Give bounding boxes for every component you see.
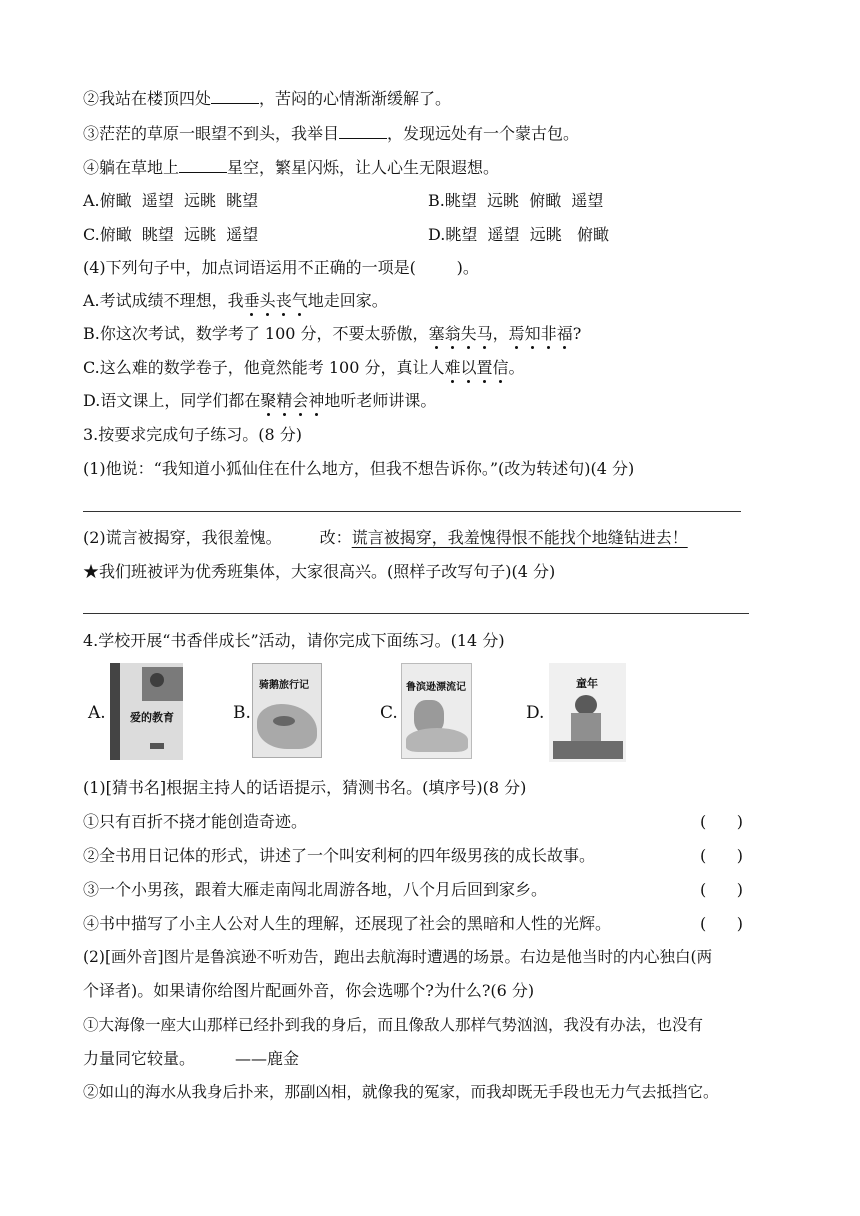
- choice-d[interactable]: [83, 390, 436, 412]
- sentence-2: [83, 88, 451, 110]
- guess-2: ②全书用日记体的形式，讲述了一个叫安利柯的四年级男孩的成长故事。: [83, 846, 596, 865]
- sentence-text: ③茫茫的草原一眼望不到头，我举目: [83, 124, 340, 143]
- sentence-text: ④躺在草地上: [83, 158, 180, 177]
- quote-1-line-2: [83, 1048, 299, 1070]
- question-4-part-2-line-2: 个译者)。如果请你给图片配画外音，你会选哪个?为什么?(6 分): [83, 981, 535, 1000]
- choice-text: B.你这次考试，数学考了 100 分，不要太骄傲，: [83, 324, 429, 343]
- choice-text: D.语文课上，同学们都在: [83, 391, 261, 410]
- choice-c[interactable]: [83, 357, 525, 379]
- answer-paren[interactable]: ( ): [700, 846, 743, 865]
- fill-blank[interactable]: [339, 123, 387, 139]
- book-cover-goose-journey-icon: [252, 663, 322, 758]
- answer-paren[interactable]: ( ): [700, 914, 743, 933]
- question-4-title: 4.学校开展“书香伴成长”活动，请你完成下面练习。(14 分): [83, 631, 505, 650]
- dotted-phrase: 塞翁失马，焉知非福: [428, 324, 573, 343]
- question-2-4-stem: (4)下列句子中，加点词语运用不正确的一项是( )。: [83, 258, 479, 277]
- question-4-part-2-line-1: (2)[画外音]图片是鲁滨逊不听劝告，跑出去航海时遭遇的场景。右边是他当时的内心独白(两: [83, 948, 713, 966]
- fill-blank[interactable]: [211, 88, 259, 104]
- example-sentence: (2)谎言被揭穿，我很羞愧。: [83, 528, 282, 547]
- sentence-text: ，发现远处有一个蒙古包。: [387, 124, 580, 143]
- book-title: 童年: [576, 677, 598, 690]
- book-label-d: D.: [526, 703, 545, 723]
- question-4-part-1: (1)[猜书名]根据主持人的话语提示，猜测书名。(填序号)(8 分): [83, 778, 527, 797]
- question-3-part-1: (1)他说：“我知道小狐仙住在什么地方，但我不想告诉你。”(改为转述句)(4 分): [83, 459, 635, 478]
- sentence-text: 星空，繁星闪烁，让人心生无限遐想。: [227, 158, 500, 177]
- dotted-phrase: 难以置信: [444, 358, 509, 377]
- guess-1: ①只有百折不挠才能创造奇迹。: [83, 812, 308, 831]
- question-3-title: 3.按要求完成句子练习。(8 分): [83, 425, 303, 444]
- question-3-part-2-example: [83, 527, 688, 549]
- sentence-3: [83, 123, 579, 145]
- quote-text: 力量同它较量。: [83, 1049, 196, 1068]
- quote-author: ——鹿金: [235, 1049, 300, 1068]
- dotted-phrase: 聚精会神: [260, 391, 325, 410]
- quote-1-line-1: ①大海像一座大山那样已经扑到我的身后，而且像敌人那样气势汹汹，我没有办法，也没有: [83, 1016, 704, 1034]
- book-label-b: B.: [233, 703, 251, 723]
- sentence-text: ②我站在楼顶四处: [83, 89, 212, 108]
- dotted-phrase: 垂头丧气: [243, 291, 308, 310]
- change-label: 改：: [319, 528, 352, 547]
- quote-2: ②如山的海水从我身后扑来，那副凶相，就像我的冤家，而我却既无手段也无力气去抵挡它。: [83, 1083, 719, 1101]
- choice-text: 地听老师讲课。: [324, 391, 437, 410]
- book-cover-childhood-icon: [549, 663, 626, 762]
- answer-paren[interactable]: ( ): [700, 812, 743, 831]
- book-title: 鲁滨逊漂流记: [406, 682, 466, 693]
- choice-text: 。: [508, 358, 525, 377]
- book-cover-robinson-icon: [401, 663, 472, 759]
- option-c[interactable]: C.俯瞰 眺望 远眺 遥望: [83, 225, 259, 244]
- book-title: 骑鹅旅行记: [259, 680, 309, 691]
- fill-blank[interactable]: [179, 157, 227, 173]
- sentence-text: ，苦闷的心情渐渐缓解了。: [259, 89, 452, 108]
- guess-3: ③一个小男孩，跟着大雁走南闯北周游各地，八个月后回到家乡。: [83, 880, 548, 899]
- answer-line[interactable]: [83, 613, 749, 614]
- choice-text: C.这么难的数学卷子，他竟然能考 100 分，真让人: [83, 358, 445, 377]
- book-label-a: A.: [88, 703, 106, 723]
- changed-sentence: 谎言被揭穿，我羞愧得恨不能找个地缝钻进去！: [351, 528, 688, 547]
- book-cover-love-education-icon: [110, 663, 183, 760]
- choice-b[interactable]: [83, 323, 581, 345]
- option-d[interactable]: D.眺望 遥望 远眺 俯瞰: [428, 225, 609, 244]
- option-a[interactable]: A.俯瞰 遥望 远眺 眺望: [83, 191, 259, 210]
- option-b[interactable]: B.眺望 远眺 俯瞰 遥望: [428, 191, 604, 210]
- sentence-4: [83, 157, 499, 179]
- guess-4: ④书中描写了小主人公对人生的理解，还展现了社会的黑暗和人性的光辉。: [83, 914, 612, 933]
- answer-line[interactable]: [83, 511, 741, 512]
- choice-text: ?: [572, 324, 582, 343]
- choice-text: A.考试成绩不理想，我: [83, 291, 244, 310]
- choice-text: 地走回家。: [307, 291, 388, 310]
- question-3-part-2-task: ★我们班被评为优秀班集体，大家很高兴。(照样子改写句子)(4 分): [83, 562, 556, 581]
- book-label-c: C.: [380, 703, 398, 723]
- choice-a[interactable]: [83, 290, 388, 312]
- answer-paren[interactable]: ( ): [700, 880, 743, 899]
- book-title: 爱的教育: [130, 711, 174, 724]
